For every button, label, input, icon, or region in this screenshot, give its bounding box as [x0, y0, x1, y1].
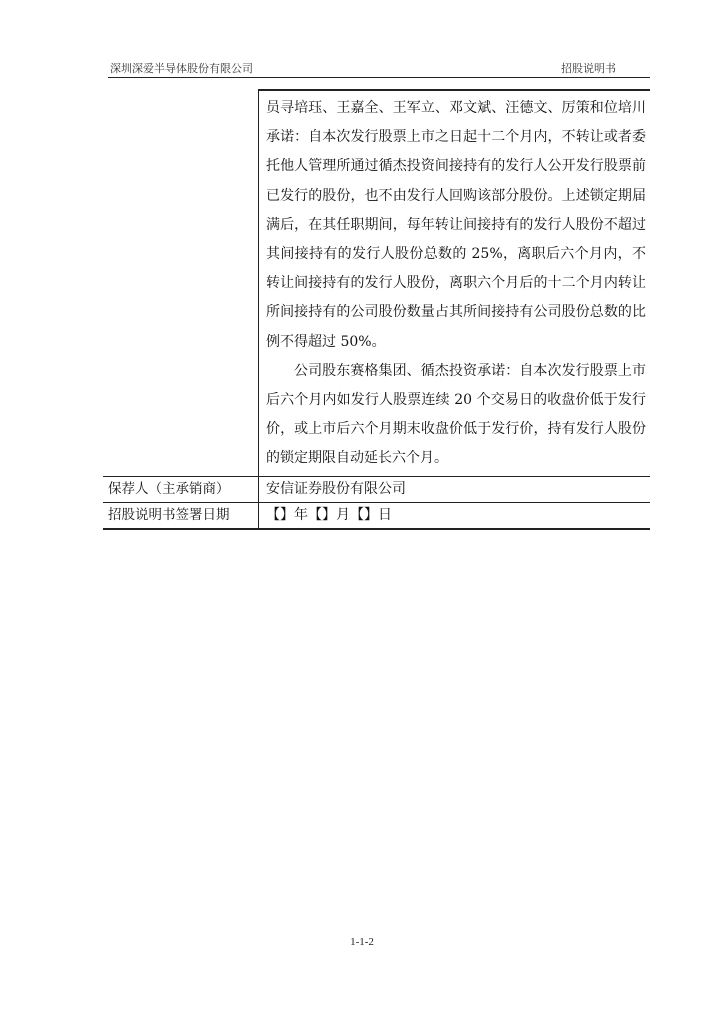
continued-label-cell: [103, 90, 259, 476]
document-title: 招股说明书: [561, 62, 616, 75]
sponsor-label: 保荐人（主承销商）: [103, 476, 259, 502]
signing-date-value: 【】年【】月【】日: [259, 502, 651, 529]
continued-content-cell: [259, 90, 651, 476]
commitment-paragraph-1: 员寻培珏、王嘉全、王军立、邓文斌、汪德文、厉策和位培川承诺：自本次发行股票上市之日起十二个月内，不转让或者委托他人管理所通过循杰投资间接持有的发行人公开发行股票前已发行的股份，也不由发行人回购该部分股份。上述锁定期届满后，在其任职期间，每年转让间接持有的发行人股份不超过其间接持有的发行人股份总数的 25%，离职后六个月内，不转让间接持有的发行人股份，离职六个月后的十二个月内转让所间接持有的公司股份数量占其所间接持有公司股份总数的比例不得超过 50%。: [266, 100, 646, 350]
table-row-sponsor: [103, 476, 650, 502]
company-name: 深圳深爱半导体股份有限公司: [110, 62, 253, 75]
signing-date-label: 招股说明书签署日期: [103, 502, 259, 529]
table-row-signing-date: [103, 502, 650, 529]
page-header: [108, 57, 650, 78]
page-number: 1-1-2: [350, 936, 374, 948]
table-row-continued: [103, 90, 650, 476]
sponsor-value: 安信证券股份有限公司: [259, 476, 651, 502]
prospectus-info-table: [103, 89, 650, 530]
commitment-paragraph-2: 公司股东赛格集团、循杰投资承诺：自本次发行股票上市后六个月内如发行人股票连续 20 个交易日的收盘价低于发行价，或上市后六个月期末收盘价低于发行价，持有发行人股份的锁定期限自动延长六个月。: [266, 362, 646, 467]
